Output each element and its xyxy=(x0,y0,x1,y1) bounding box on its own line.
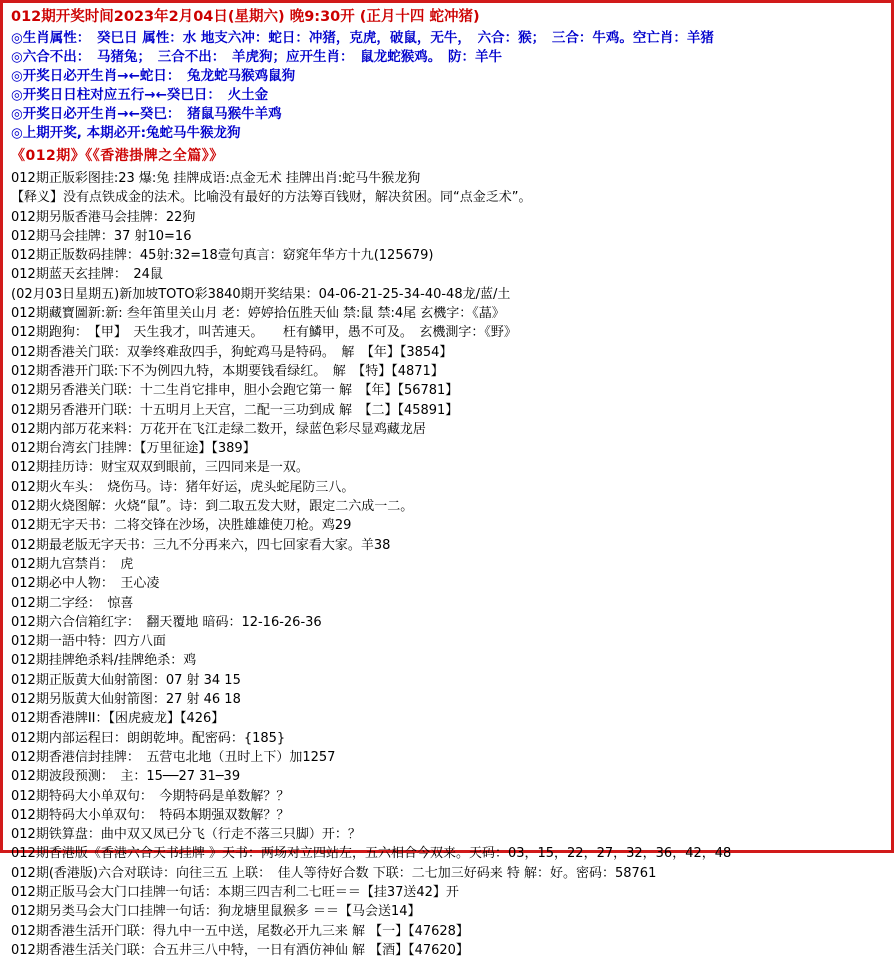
body-line-36: 012期(香港版)六合对联诗：向往三五 上联： 佳人等待好合数 下联：二七加三好码来 特 解：好。密码：58761 xyxy=(11,865,657,881)
body-line-16: 012期火车头： 烧伤马。诗：猪年好运，虎头蛇尾防三八。 xyxy=(11,479,355,495)
body-line-5: 012期蓝天玄挂牌： 24鼠 xyxy=(11,267,163,283)
body-line-13: 012期内部万花来料：万花开在飞江走绿二数开，绿蓝色彩尽显鸡藏龙居 xyxy=(11,421,426,437)
body-line-28: 012期香港牌II：【困虎疲龙】【426】 xyxy=(11,711,225,727)
body-line-18: 012期无字天书：二将交锋在沙场，决胜雄雄使刀枪。鸡29 xyxy=(11,518,352,534)
body-line-1: 【释义】没有点铁成金的法术。比喻没有最好的方法筹百钱财，解决贫困。同“点金乏术”。 xyxy=(11,190,532,206)
attribute-line-5: ◎上期开奖, 本期必开:兔蛇马牛猴龙狗 xyxy=(11,125,241,141)
attribute-line-4: ◎开奖日必开生肖→←癸巳： 猪鼠马猴牛羊鸡 xyxy=(11,106,282,122)
body-line-8: 012期跑狗： 【甲】 天生我才，叫苦連天。 枉有鱗甲，愚不可及。 玄機測字：《野》 xyxy=(11,325,517,341)
body-line-31: 012期波段预测： 主：15──27 31─39 xyxy=(11,769,241,785)
body-line-12: 012期另香港开门联：十五明月上天宫，二配一三功到成 解 【二】【45891】 xyxy=(11,402,459,418)
body-line-2: 012期另版香港马会挂牌：22狗 xyxy=(11,209,196,225)
attribute-line-2: ◎开奖日必开生肖→←蛇日： 兔龙蛇马猴鸡鼠狗 xyxy=(11,68,296,84)
attribute-line-1: ◎六合不出： 马猪兔； 三合不出： 羊虎狗；应开生肖： 鼠龙蛇猴鸡。 防：羊牛 xyxy=(11,49,503,65)
body-line-26: 012期正版黄大仙射箭图：07 射 34 15 xyxy=(11,672,241,688)
body-line-23: 012期六合信箱红字： 翻天覆地 暗码：12-16-26-36 xyxy=(11,614,322,630)
body-line-19: 012期最老版无字天书：三九不分再来六，四七回家看大家。羊38 xyxy=(11,537,391,553)
body-line-9: 012期香港关门联：双拳终难敌四手，狗蛇鸡马是特码。 解 【年】【3854】 xyxy=(11,344,453,360)
body-line-25: 012期挂牌绝杀料/挂牌绝杀：鸡 xyxy=(11,653,197,669)
body-line-20: 012期九宫禁肖： 虎 xyxy=(11,556,134,572)
body-line-27: 012期另版黄大仙射箭图：27 射 46 18 xyxy=(11,692,241,708)
body-line-32: 012期特码大小单双句： 今期特码是单数解？？ xyxy=(11,788,290,804)
body-line-4: 012期正版数码挂牌：45射:32=18壹句真言：窈窕年华方十九(125679) xyxy=(11,248,434,264)
body-line-7: 012期藏寶圖新:新: 叁年笛里关山月 老：婷婷拾伍胜天仙 禁:鼠 禁:4尾 玄機字：《蕌》 xyxy=(11,306,505,322)
body-line-0: 012期正版彩图挂:23 爆:兔 挂牌成语:点金无术 挂牌出肖:蛇马牛猴龙狗 xyxy=(11,171,421,186)
body-line-22: 012期二字经： 惊喜 xyxy=(11,595,134,611)
body-line-35: 012期香港版《香港六合天书挂牌 》天书：两场对立四站左，五六相合今双来。天码：03，15，22，27，32，36，42，48 xyxy=(11,846,732,862)
body-line-37: 012期正版马会大门口挂牌一句话：本期三四吉利二七旺＝＝【挂37送42】开 xyxy=(11,884,459,900)
body-line-30: 012期香港信封挂牌： 五营屯北地（丑时上下）加1257 xyxy=(11,749,336,765)
body-line-40: 012期香港生活关门联：合五井三八中特，一日有酒仿神仙 解 【酒】【47620】 xyxy=(11,942,469,958)
body-line-29: 012期内部运程曰：朗朗乾坤。配密码：{185} xyxy=(11,730,286,746)
body-line-39: 012期香港生活开门联：得九中一五中送，尾数必开九三来 解 【一】【47628】 xyxy=(11,923,469,939)
body-line-3: 012期马会挂牌：37 射10=16 xyxy=(11,228,192,244)
body-line-38: 012期另类马会大门口挂牌一句话：狗龙塘里鼠猴多 ＝＝【马会送14】 xyxy=(11,904,421,920)
body-line-21: 012期必中人物： 王心凌 xyxy=(11,576,160,592)
body-line-33: 012期特码大小单双句： 特码本期强双数解？？ xyxy=(11,807,290,823)
body-line-10: 012期香港开门联:下不为例四九特，本期要钱看绿红。 解 【特】【4871】 xyxy=(11,363,444,379)
attribute-line-0: ◎生肖属性： 癸巳日 属性：水 地支六冲：蛇日：冲猪，克虎，破鼠，无牛， 六合：猴； 三合：牛鸡。空亡肖：羊猪 xyxy=(11,30,714,46)
body-line-17: 012期火烧图解：火烧“鼠”。诗：到二取五发大财，跟定二六成一二。 xyxy=(11,499,414,515)
body-line-6: (02月03日星期五)新加坡TOTO彩3840期开奖结果：04-06-21-25-34-40-48龙/蓝/土 xyxy=(11,286,511,302)
body-line-15: 012期挂历诗：财宝双双到眼前，三四同来是一双。 xyxy=(11,460,309,476)
attribute-line-3: ◎开奖日日柱对应五行→←癸巳日： 火土金 xyxy=(11,87,269,103)
body-line-11: 012期另香港关门联：十二生肖它排申，胆小会跑它第一 解 【年】【56781】 xyxy=(11,383,459,399)
section-heading: 《012期》《《香港掛牌之全篇》》 xyxy=(11,148,224,164)
body-line-14: 012期台湾玄门挂牌：【万里征途】【389】 xyxy=(11,441,256,457)
body-line-24: 012期一語中特：四方八面 xyxy=(11,634,166,650)
page-title: 012期开奖时间2023年2月04日(星期六) 晚9:30开 (正月十四 蛇冲猪) xyxy=(11,9,480,25)
body-line-34: 012期铁算盘：曲中双又凤已分飞（行走不落三只脚）开：？ xyxy=(11,827,361,843)
